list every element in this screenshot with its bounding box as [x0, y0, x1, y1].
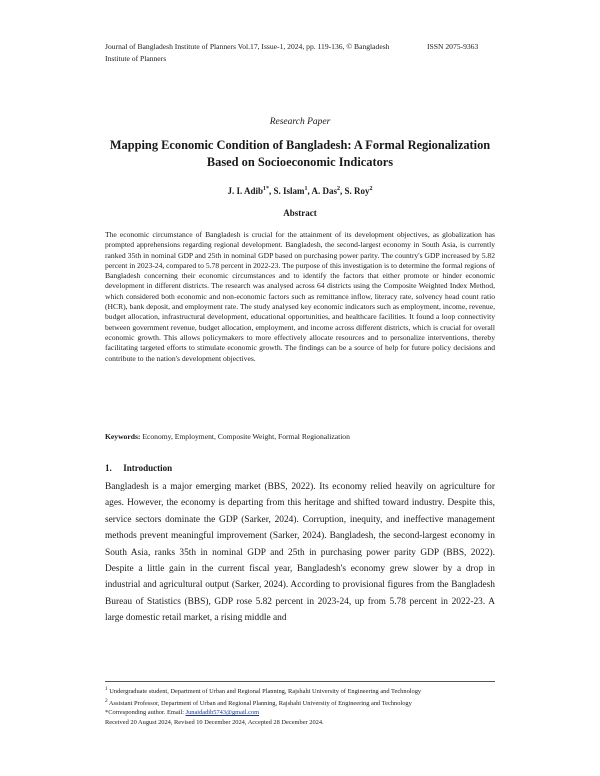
corresponding-label: *Corresponding author. Email: — [105, 709, 184, 717]
author-affiliation-mark: 1* — [262, 186, 269, 192]
received-dates: Received 20 August 2024, Revised 10 December 2024, Accepted 28 December 2024. — [105, 719, 324, 727]
section-heading — [105, 463, 495, 473]
author-name: S. Roy — [344, 186, 370, 196]
section-number: 1. — [105, 463, 112, 473]
keywords — [105, 432, 495, 442]
email-link[interactable]: Junaidadib5743@gmail.com — [185, 709, 260, 717]
author-name: S. Islam — [273, 186, 305, 196]
author-affiliation-mark: 1 — [304, 186, 308, 192]
author-list: J. I. Adib$^{1*}$, S. Islam$^1$, A. Das$^2$, S. Roy$^2$ — [227, 186, 373, 196]
footnote-text: Assistant Professor, Department of Urban and Regional Planning, Rajshahi University of Engineering and Technology — [108, 699, 412, 707]
paper-title: Mapping Economic Condition of Bangladesh: A Formal Regionalization Based on Socioeconomic Indicators — [109, 138, 491, 169]
keywords-label: Keywords: — [105, 432, 141, 441]
footnote-mark: 2 — [105, 697, 108, 704]
author-affiliation-mark: 2 — [337, 186, 341, 192]
footnote-mark: 1 — [105, 686, 108, 692]
footnote-text: Undergraduate student, Department of Urban and Regional Planning, Rajshahi University of Engineering and Technology — [109, 688, 422, 696]
footnote-1 — [105, 685, 500, 697]
footnote-2 — [105, 697, 500, 709]
introduction-text: Bangladesh is a major emerging market (BBS, 2022). Its economy relied heavily on agriculture for ages. However, the economy is departing from this heritage and shifted toward industry. Despite this, service sectors dominate the GDP (Sarker, 2024). Corruption, inequity, and ineffective management methods prevent meaningful improvement (Sarker, 2024). Bangladesh, the second-largest economy in South Asia, ranks 35th in nominal GDP and 25th in purchasing power parity GDP (BBS, 2022). Despite a little gain in the current fiscal year, Bangladesh's economy grew slower by a drop in industrial and agricultural output (Sarker, 2024). According to provisional figures from the Bangladesh Bureau of Statistics (BBS), GDP rose 5.82 percent in 2023-24, up from 5.78 percent in 2022-23. A large domestic retail market, a rising middle and — [105, 482, 495, 624]
abstract-text: The economic circumstance of Bangladesh is crucial for the attainment of its development objectives, as globalization has prompted apprehensions regarding regional development. Bangladesh, the second-largest economy in South Asia, is currently ranked 35th in nominal GDP and 25th in nominal GDP based on purchasing power parity. The country's GDP increased by 5.82 percent in 2023-24, compared to 5.78 percent in 2022-23. The purpose of this investigation is to determine the formal regions of Bangladesh concerning their economic circumstances and to identify the factors that either promote or hinder economic development in different districts. The research was analysed across 64 districts using the Composite Weighted Index Method, which considered both economic and non-economic factors such as remittance inflow, literacy rate, solvency head count ratio (HCR), bank deposit, and employment rate. The study analysed key economic indicators such as employment, income, revenue, budget allocation, infrastructural development, educational opportunities, and healthcare facilities. It found a loop connectivity between government revenue, budget allocation, employment, and income across different districts, which is crucial for overall economic growth. This allows policymakers to more effectively allocate resources and to personalize interventions, thereby facilitating targeted efforts to stimulate economic growth. The findings can be a source of help for future policy decisions and contribute to the nation's development objectives. — [105, 230, 495, 363]
section-title: Introduction — [123, 463, 173, 473]
corresponding-author — [105, 708, 500, 718]
abstract-heading: Abstract — [283, 208, 317, 218]
journal-citation: Journal of Bangladesh Institute of Planners Vol.17, Issue-1, 2024, pp. 119-136, © Bangladesh Institute of Planners — [105, 42, 390, 63]
footnotes — [105, 685, 500, 728]
author-name: A. Das — [311, 186, 338, 196]
paper-type: Research Paper — [269, 117, 331, 127]
issn: ISSN 2075-9363 — [427, 42, 479, 51]
author-name: J. I. Adib — [227, 186, 263, 196]
footnote-divider — [105, 681, 495, 682]
keywords-text: Economy, Employment, Composite Weight, Formal Regionalization — [142, 432, 350, 441]
author-affiliation-mark: 2 — [369, 186, 373, 192]
